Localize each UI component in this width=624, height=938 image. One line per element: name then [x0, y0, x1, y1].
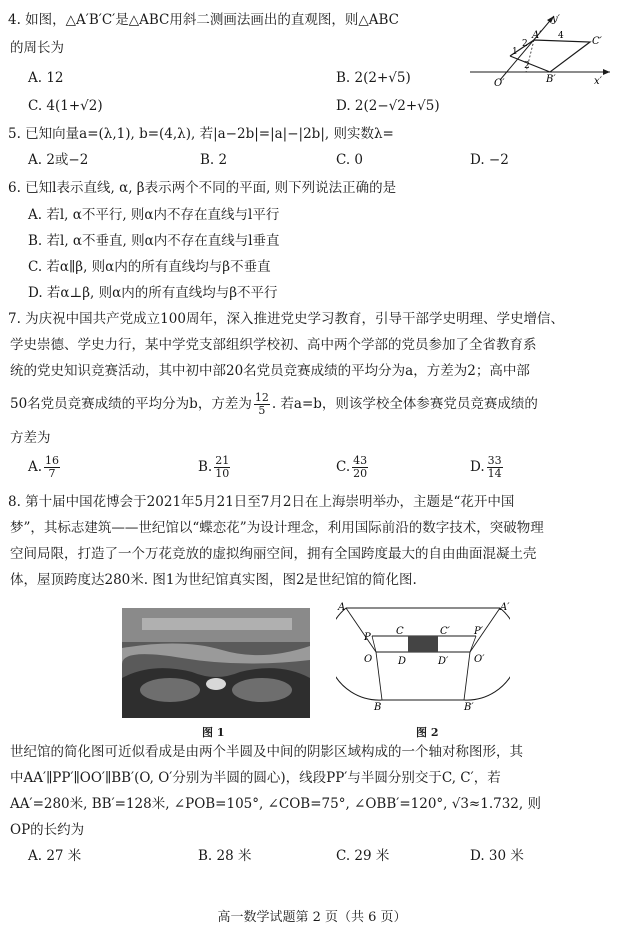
- q4-fig-label-c: C′: [592, 36, 602, 47]
- fig2-label-p2: P′: [474, 626, 483, 637]
- q8-stem-line4: 体，屋顶跨度达280米. 图1为世纪馆真实图，图2是世纪馆的简化图.: [10, 572, 417, 588]
- q5-stem: 5. 已知向量a=(λ,1), b=(4,λ), 若|a−2b|=|a|−|2b|, 则实数λ=: [8, 126, 394, 142]
- q5-option-a: A. 2或−2: [28, 152, 89, 168]
- q4-fig-label-2: 2: [522, 39, 528, 49]
- q5-option-d: D. −2: [470, 152, 509, 168]
- fig2-label-d: D: [398, 656, 407, 667]
- q4-option-d: D. 2(2−√2+√5): [336, 98, 440, 114]
- q8-stem-line7: AA′=280米, BB′=128米, ∠POB=105°, ∠COB=75°, ∠OBB′=120°, √3≈1.732, 则: [10, 796, 541, 812]
- fig2-label-b2: B′: [464, 702, 474, 712]
- q4-fig-label-4: 4: [558, 31, 564, 41]
- fig2-label-c: C: [396, 626, 404, 637]
- q6-stem: 6. 已知l表示直线, α, β表示两个不同的平面, 则下列说法正确的是: [8, 180, 397, 196]
- q6-option-d: D. 若α⊥β, 则α内的所有直线均与β不平行: [28, 285, 278, 301]
- q7-line4-start: 50名党员竞赛成绩的平均分为b，方差为: [10, 396, 252, 412]
- century-hall-diagram: [336, 600, 510, 712]
- q7-stem-line5: 方差为: [10, 430, 51, 446]
- figure1-caption: 图 1: [202, 726, 225, 739]
- fig2-label-p: P: [364, 632, 371, 643]
- q4-fig-label-o: O′: [494, 78, 505, 89]
- q7-stem-line1: 7. 为庆祝中国共产党成立100周年，深入推进党史学习教育，引导干部学史明理、学史增信、: [8, 311, 564, 327]
- q7-option-c: C. $\frac{43}{20}$: [336, 454, 368, 480]
- q7-option-d: D. $\frac{33}{14}$: [470, 454, 502, 480]
- q7-stem-line4: [10, 392, 538, 417]
- q4-figure: [470, 10, 620, 90]
- fig2-label-o2: O′: [474, 654, 485, 665]
- q7-line4-end: . 若a=b，则该学校全体参赛党员竞赛成绩的: [271, 396, 538, 412]
- q8-option-b: B. 28 米: [198, 848, 252, 864]
- q4-option-c: C. 4(1+√2): [28, 98, 103, 114]
- q4-option-a: A. 12: [28, 70, 64, 86]
- q6-option-a: A. 若l, α不平行, 则α内不存在直线与l平行: [28, 207, 280, 223]
- q8-stem-line5: 世纪馆的简化图可近似看成是由两个半圆及中间的阴影区域构成的一个轴对称图形，其: [10, 744, 523, 760]
- fig2-label-a: A: [338, 602, 346, 613]
- q6-option-c: C. 若α∥β, 则α内的所有直线均与β不垂直: [28, 259, 271, 275]
- q4-fig-label-b: B′: [546, 74, 556, 85]
- q4-fig-label-x: x′: [594, 76, 602, 87]
- q7-variance-fraction: $\frac{12}{5}$: [254, 391, 269, 417]
- q4-stem-line2: 的周长为: [10, 40, 64, 56]
- q5-option-b: B. 2: [200, 152, 228, 168]
- q7-stem-line3: 统的党史知识竞赛活动，其中初中部20名党员竞赛成绩的平均分为a，方差为2；高中部: [10, 363, 530, 379]
- q7-option-a: A. $\frac{16}{7}$: [28, 454, 60, 480]
- q8-stem-line8: OP的长约为: [10, 822, 85, 838]
- fig2-label-a2: A′: [500, 602, 510, 613]
- fig2-label-d2: D′: [438, 656, 449, 667]
- q7-stem-line2: 学史崇德、学史力行，某中学党支部组织学校初、高中两个学部的党员参加了全省教育系: [10, 337, 537, 353]
- q4-option-b: B. 2(2+√5): [336, 70, 411, 86]
- q4-fig-label-1: 1: [512, 47, 518, 57]
- q8-option-c: C. 29 米: [336, 848, 390, 864]
- q5-option-c: C. 0: [336, 152, 364, 168]
- q4-fig-label-2b: 2: [524, 61, 530, 71]
- q8-option-a: A. 27 米: [28, 848, 82, 864]
- q7-option-b: B. $\frac{21}{10}$: [198, 454, 230, 480]
- q8-stem-line2: 梦”，其标志建筑——世纪馆以“蝶恋花”为设计理念，利用国际前沿的数字技术，突破物理: [10, 520, 544, 536]
- q4-fig-label-a: A′: [532, 30, 542, 41]
- q8-stem-line1: 8. 第十届中国花博会于2021年5月21日至7月2日在上海崇明举办，主题是“花开中国: [8, 494, 515, 510]
- q4-fig-label-y: y′: [552, 14, 560, 25]
- q6-option-b: B. 若l, α不垂直, 则α内不存在直线与l垂直: [28, 233, 280, 249]
- q8-stem-line6: 中AA′∥PP′∥OO′∥BB′(O, O′分别为半圆的圆心)，线段PP′与半圆分别交于C, C′，若: [10, 770, 501, 786]
- fig2-label-c2: C′: [440, 626, 450, 637]
- fig2-label-o: O: [364, 654, 373, 665]
- figure2-caption: 图 2: [416, 726, 439, 739]
- page-footer: 高一数学试题第 2 页（共 6 页）: [217, 910, 407, 925]
- q4-stem-line1: 4. 如图，△A′B′C′是△ABC用斜二测画法画出的直观图，则△ABC: [8, 12, 400, 28]
- century-hall-photo: [122, 608, 310, 718]
- q8-stem-line3: 空间局限，打造了一个万花竞放的虚拟绚丽空间，拥有全国跨度最大的自由曲面混凝土壳: [10, 546, 537, 562]
- fig2-label-b: B: [374, 702, 382, 712]
- q8-option-d: D. 30 米: [470, 848, 524, 864]
